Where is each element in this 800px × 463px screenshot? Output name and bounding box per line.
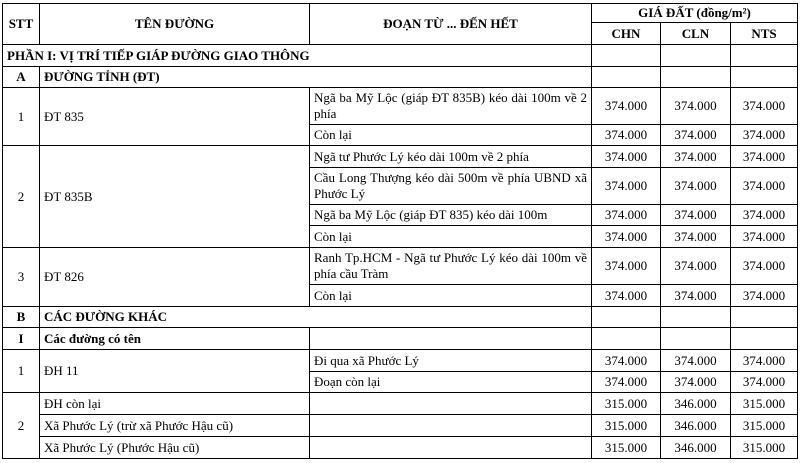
table-row <box>3 146 798 168</box>
segment-desc-cell: Ngã ba Mỹ Lộc (giáp ĐT 835B) kéo dài 100m về 2 phía <box>310 88 592 125</box>
empty-cell <box>661 328 731 350</box>
empty-cell <box>731 307 798 328</box>
section-label-a: ĐƯỜNG TỈNH (ĐT) <box>40 67 592 88</box>
table-row <box>3 393 798 415</box>
road-name-cell: ĐT 835B <box>40 146 310 248</box>
empty-cell <box>661 45 731 67</box>
price-nts-cell: 374.000 <box>731 88 798 125</box>
price-chn-cell: 374.000 <box>592 88 661 125</box>
land-price-table <box>2 3 798 459</box>
section-stt-b: B <box>3 307 40 328</box>
empty-cell <box>310 437 592 459</box>
price-chn-cell: 374.000 <box>592 168 661 205</box>
price-nts-cell: 374.000 <box>731 146 798 168</box>
col-header-land-price: GIÁ ĐẤT (đồng/m²) <box>592 4 798 23</box>
table-row <box>3 437 798 459</box>
price-nts-cell: 315.000 <box>731 393 798 415</box>
section-stt-a: A <box>3 67 40 88</box>
price-chn-cell: 315.000 <box>592 393 661 415</box>
empty-cell <box>731 45 798 67</box>
section-label-phan1: PHẦN I: VỊ TRÍ TIẾP GIÁP ĐƯỜNG GIAO THÔNG <box>3 45 592 67</box>
price-cln-cell: 374.000 <box>661 285 731 307</box>
section-row-i <box>3 328 798 350</box>
road-name-cell: Xã Phước Lý (Phước Hậu cũ) <box>40 437 310 459</box>
row-stt: 1 <box>3 350 40 393</box>
price-cln-cell: 374.000 <box>661 168 731 205</box>
price-chn-cell: 315.000 <box>592 415 661 437</box>
price-nts-cell: 374.000 <box>731 226 798 248</box>
price-cln-cell: 374.000 <box>661 88 731 125</box>
price-nts-cell: 374.000 <box>731 248 798 285</box>
section-label-i: Các đường có tên <box>40 328 310 350</box>
price-cln-cell: 346.000 <box>661 393 731 415</box>
segment-desc-cell: Đoạn còn lại <box>310 372 592 393</box>
price-nts-cell: 374.000 <box>731 168 798 205</box>
segment-desc-cell: Ngã tư Phước Lý kéo dài 100m về 2 phía <box>310 146 592 168</box>
table-row <box>3 415 798 437</box>
row-stt: 2 <box>3 146 40 248</box>
price-cln-cell: 374.000 <box>661 226 731 248</box>
col-header-segment: ĐOẠN TỪ ... ĐẾN HẾT <box>310 4 592 45</box>
price-chn-cell: 374.000 <box>592 205 661 226</box>
price-cln-cell: 374.000 <box>661 372 731 393</box>
table-row <box>3 248 798 285</box>
empty-cell <box>310 393 592 415</box>
empty-cell <box>661 67 731 88</box>
section-stt-i: I <box>3 328 40 350</box>
section-row-a <box>3 67 798 88</box>
empty-cell <box>592 307 661 328</box>
col-header-nts: NTS <box>731 23 798 45</box>
price-chn-cell: 315.000 <box>592 437 661 459</box>
section-label-b: CÁC ĐƯỜNG KHÁC <box>40 307 592 328</box>
segment-desc-cell: Còn lại <box>310 125 592 146</box>
segment-desc-cell: Còn lại <box>310 226 592 248</box>
empty-cell <box>661 307 731 328</box>
empty-cell <box>310 328 592 350</box>
segment-desc-cell: Còn lại <box>310 285 592 307</box>
price-cln-cell: 346.000 <box>661 415 731 437</box>
empty-cell <box>731 328 798 350</box>
price-nts-cell: 374.000 <box>731 350 798 372</box>
road-name-cell: ĐT 835 <box>40 88 310 146</box>
segment-desc-cell: Đi qua xã Phước Lý <box>310 350 592 372</box>
empty-cell <box>592 45 661 67</box>
table-row <box>3 350 798 372</box>
price-chn-cell: 374.000 <box>592 146 661 168</box>
price-cln-cell: 346.000 <box>661 437 731 459</box>
col-header-road-name: TÊN ĐƯỜNG <box>40 4 310 45</box>
price-chn-cell: 374.000 <box>592 226 661 248</box>
table-row <box>3 88 798 125</box>
price-chn-cell: 374.000 <box>592 248 661 285</box>
price-cln-cell: 374.000 <box>661 350 731 372</box>
price-nts-cell: 374.000 <box>731 125 798 146</box>
price-chn-cell: 374.000 <box>592 372 661 393</box>
price-nts-cell: 374.000 <box>731 205 798 226</box>
col-header-cln: CLN <box>661 23 731 45</box>
road-name-cell: ĐH 11 <box>40 350 310 393</box>
price-nts-cell: 315.000 <box>731 415 798 437</box>
empty-cell <box>310 415 592 437</box>
road-name-cell: ĐH còn lại <box>40 393 310 415</box>
price-chn-cell: 374.000 <box>592 125 661 146</box>
price-chn-cell: 374.000 <box>592 285 661 307</box>
price-nts-cell: 315.000 <box>731 437 798 459</box>
row-stt: 3 <box>3 248 40 307</box>
road-name-cell: Xã Phước Lý (trừ xã Phước Hậu cũ) <box>40 415 310 437</box>
segment-desc-cell: Ngã ba Mỹ Lộc (giáp ĐT 835) kéo dài 100m <box>310 205 592 226</box>
section-row-phan1 <box>3 45 798 67</box>
price-cln-cell: 374.000 <box>661 205 731 226</box>
price-nts-cell: 374.000 <box>731 285 798 307</box>
row-stt: 2 <box>3 393 40 459</box>
segment-desc-cell: Cầu Long Thượng kéo dài 500m về phía UBND xã Phước Lý <box>310 168 592 205</box>
empty-cell <box>731 67 798 88</box>
row-stt: 1 <box>3 88 40 146</box>
price-chn-cell: 374.000 <box>592 350 661 372</box>
col-header-chn: CHN <box>592 23 661 45</box>
col-header-stt: STT <box>3 4 40 45</box>
road-name-cell: ĐT 826 <box>40 248 310 307</box>
price-cln-cell: 374.000 <box>661 146 731 168</box>
empty-cell <box>592 328 661 350</box>
header-row-1 <box>3 4 798 23</box>
price-cln-cell: 374.000 <box>661 248 731 285</box>
section-row-b <box>3 307 798 328</box>
segment-desc-cell: Ranh Tp.HCM - Ngã tư Phước Lý kéo dài 100m về phía cầu Tràm <box>310 248 592 285</box>
price-cln-cell: 374.000 <box>661 125 731 146</box>
price-nts-cell: 374.000 <box>731 372 798 393</box>
empty-cell <box>592 67 661 88</box>
